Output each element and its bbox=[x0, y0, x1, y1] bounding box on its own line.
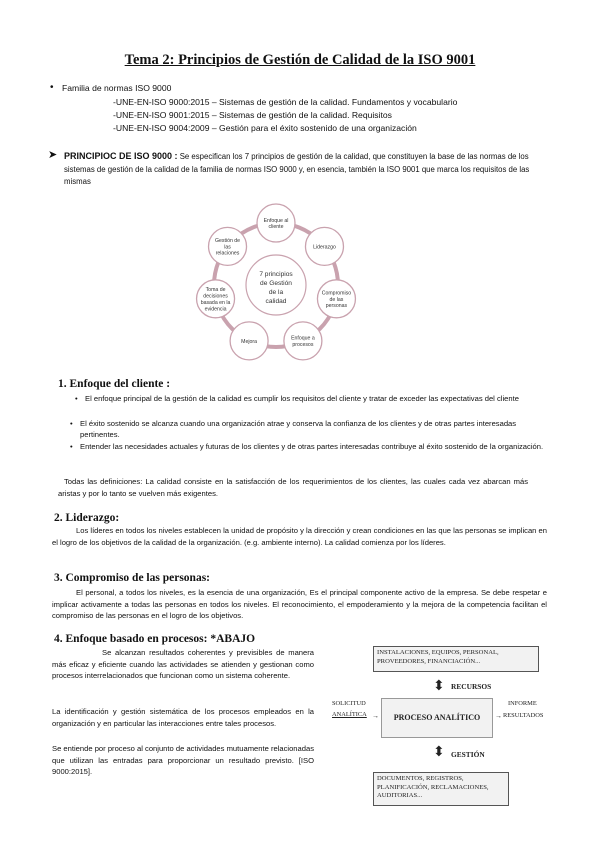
s1-bullet-1-text: El enfoque principal de la gestión de la calidad es cumplir los requisitos del cliente y tratar de exceder las expectativas del cliente bbox=[85, 394, 519, 403]
principle-node-2 bbox=[305, 227, 343, 265]
arrow-bullet-icon: ➤ bbox=[48, 149, 58, 161]
section-3-heading: 3. Compromiso de las personas: bbox=[54, 572, 211, 584]
principle-node-6-line-2: decisiones bbox=[203, 293, 228, 300]
s2-text: Los líderes en todos los niveles establecen la unidad de propósito y la dirección y crean condiciones en las que las personas se implican en el logro de los objetivos de la calidad de la organización. (e.g. ambiente interno). La calidad comienza por los líderes. bbox=[52, 526, 547, 547]
center-line-4: calidad bbox=[265, 298, 287, 305]
principle-node-7-line-3: relaciones bbox=[215, 250, 240, 257]
principle-node-5 bbox=[230, 322, 268, 360]
s1-bullet-1 bbox=[85, 393, 545, 404]
principle-node-7-line-1: Gestión de bbox=[214, 237, 241, 244]
s3-text: El personal, a todos los niveles, es la esencia de una organización, Es el principal componente activo de la empresa. Se debe respetar e implicar activamente a todas las personas en todos los niveles. El reconocimiento, el empoderamiento y la mejora de la competencia facilitan el compromiso de las personas en el logro de los objetivos. bbox=[52, 588, 547, 620]
principle-node-6-line-4: evidencia bbox=[204, 306, 227, 313]
page-title: Tema 2: Principios de Gestión de Calidad de la ISO 9001 bbox=[124, 52, 476, 68]
principioc-paragraph bbox=[48, 149, 534, 189]
principle-node-7 bbox=[209, 227, 247, 265]
s1-bullet-2-text: El éxito sostenido se alcanza cuando una organización atrae y conserva la confianza de los clientes y de otras partes interesadas pertinentes. bbox=[80, 419, 517, 439]
principle-node-3-line-1: Compromiso bbox=[321, 290, 352, 297]
familia-item-3: -UNE-EN-ISO 9004:2009 – Gestión para el éxito sostenido de una organización bbox=[113, 123, 417, 133]
principle-node-6-line-3: basada en la bbox=[200, 299, 231, 306]
informe-label: INFORME bbox=[508, 700, 537, 707]
principle-node-3-line-2: de las bbox=[329, 296, 344, 303]
principle-node-6 bbox=[197, 280, 235, 318]
analitica-label: ANALÍTICA bbox=[332, 711, 367, 718]
principle-node-4-line-1: Enfoque a bbox=[291, 335, 315, 342]
principioc-text: Se especifican los 7 principios de gestión de la calidad, que constituyen la base de las normas de los sistemas de gestión de la calidad de la familia de normas ISO 9000 y, en esencia, también la ISO 9001 que marca los requisitos de las mismas bbox=[64, 152, 530, 186]
s1-bullet-2 bbox=[80, 418, 545, 440]
section-1-heading: 1. Enfoque del cliente : bbox=[58, 378, 171, 390]
s1-bullet-3-text: Entender las necesidades actuales y futuras de los clientes y de otras partes interesadas contribuye al éxito sostenido de la organización. bbox=[80, 442, 544, 451]
principle-node-3-line-3: personas bbox=[325, 303, 348, 310]
principle-node-3 bbox=[317, 280, 355, 318]
principle-node-6-line-1: Toma de bbox=[205, 287, 226, 294]
resultados-label: RESULTADOS bbox=[503, 712, 544, 719]
principle-node-7-line-2: las bbox=[224, 244, 231, 251]
resources-box: INSTALACIONES, EQUIPOS, PERSONAL, PROVEEDORES, FINANCIACIÓN... bbox=[373, 646, 539, 672]
management-box: DOCUMENTOS, REGISTROS, PLANIFICACIÓN, RECLAMACIONES, AUDITORIAS... bbox=[373, 772, 509, 806]
section-2-heading: 2. Liderazgo: bbox=[54, 512, 120, 524]
center-line-2: de Gestión bbox=[260, 280, 292, 287]
s4-paragraph-3: Se entiende por proceso al conjunto de actividades mutuamente relacionadas que utilizan las entradas para proporcionar un resultado previsto. [ISO 9000:2015]. bbox=[52, 744, 314, 776]
principle-node-4-line-2: procesos bbox=[292, 342, 314, 349]
arrow-updown-icon: ⬍ bbox=[433, 679, 445, 694]
s1-definiciones: Todas las definiciones: La calidad consiste en la satisfacción de los requerimientos de los clientes, las cuales cada vez abarcan más aristas y por lo tanto se vuelven más exigentes. bbox=[58, 477, 528, 498]
solicitud-label: SOLICITUD bbox=[332, 700, 366, 707]
center-line-3: de la bbox=[268, 289, 284, 296]
s1-bullet-3 bbox=[80, 441, 545, 452]
principle-node-1-line-1: Enfoque al bbox=[263, 217, 289, 224]
proceso-analitico-box: PROCESO ANALÍTICO bbox=[381, 698, 493, 738]
process-diagram bbox=[325, 640, 550, 840]
gestion-label: GESTIÓN bbox=[451, 750, 485, 759]
familia-heading: • Familia de normas ISO 9000 bbox=[62, 83, 171, 93]
center-line-1: 7 principios bbox=[259, 271, 293, 278]
section-4-heading: 4. Enfoque basado en procesos: *ABAJO bbox=[54, 633, 256, 645]
principle-node-4 bbox=[284, 322, 322, 360]
principioc-label: PRINCIPIOC DE ISO 9000 : bbox=[64, 151, 178, 161]
s4-paragraph-1: Se alcanzan resultados coherentes y previsibles de manera más eficaz y eficiente cuando las actividades se atienden y gestionan como procesos interrelacionados que funcionan como un sistema coherente. bbox=[52, 648, 314, 680]
familia-item-1: -UNE-EN-ISO 9000:2015 – Sistemas de gestión de la calidad. Fundamentos y vocabulario bbox=[113, 97, 458, 107]
principle-node-1 bbox=[257, 204, 295, 242]
principle-node-1-line-2: cliente bbox=[268, 224, 284, 231]
principle-node-2-line-1: Liderazgo bbox=[313, 244, 336, 251]
arrow-right-icon-2: → bbox=[495, 712, 502, 720]
arrow-updown-icon-2: ⬍ bbox=[433, 745, 445, 760]
recursos-label: RECURSOS bbox=[451, 682, 492, 691]
arrow-right-icon: → bbox=[372, 712, 379, 720]
familia-item-2: -UNE-EN-ISO 9001:2015 – Sistemas de gestión de la calidad. Requisitos bbox=[113, 110, 392, 120]
principle-node-5-line-1: Mejora bbox=[241, 338, 258, 345]
s4-paragraph-2: La identificación y gestión sistemática de los procesos empleados en la organización y en particular las interacciones entre tales procesos. bbox=[52, 707, 314, 728]
principles-diagram bbox=[170, 197, 380, 372]
